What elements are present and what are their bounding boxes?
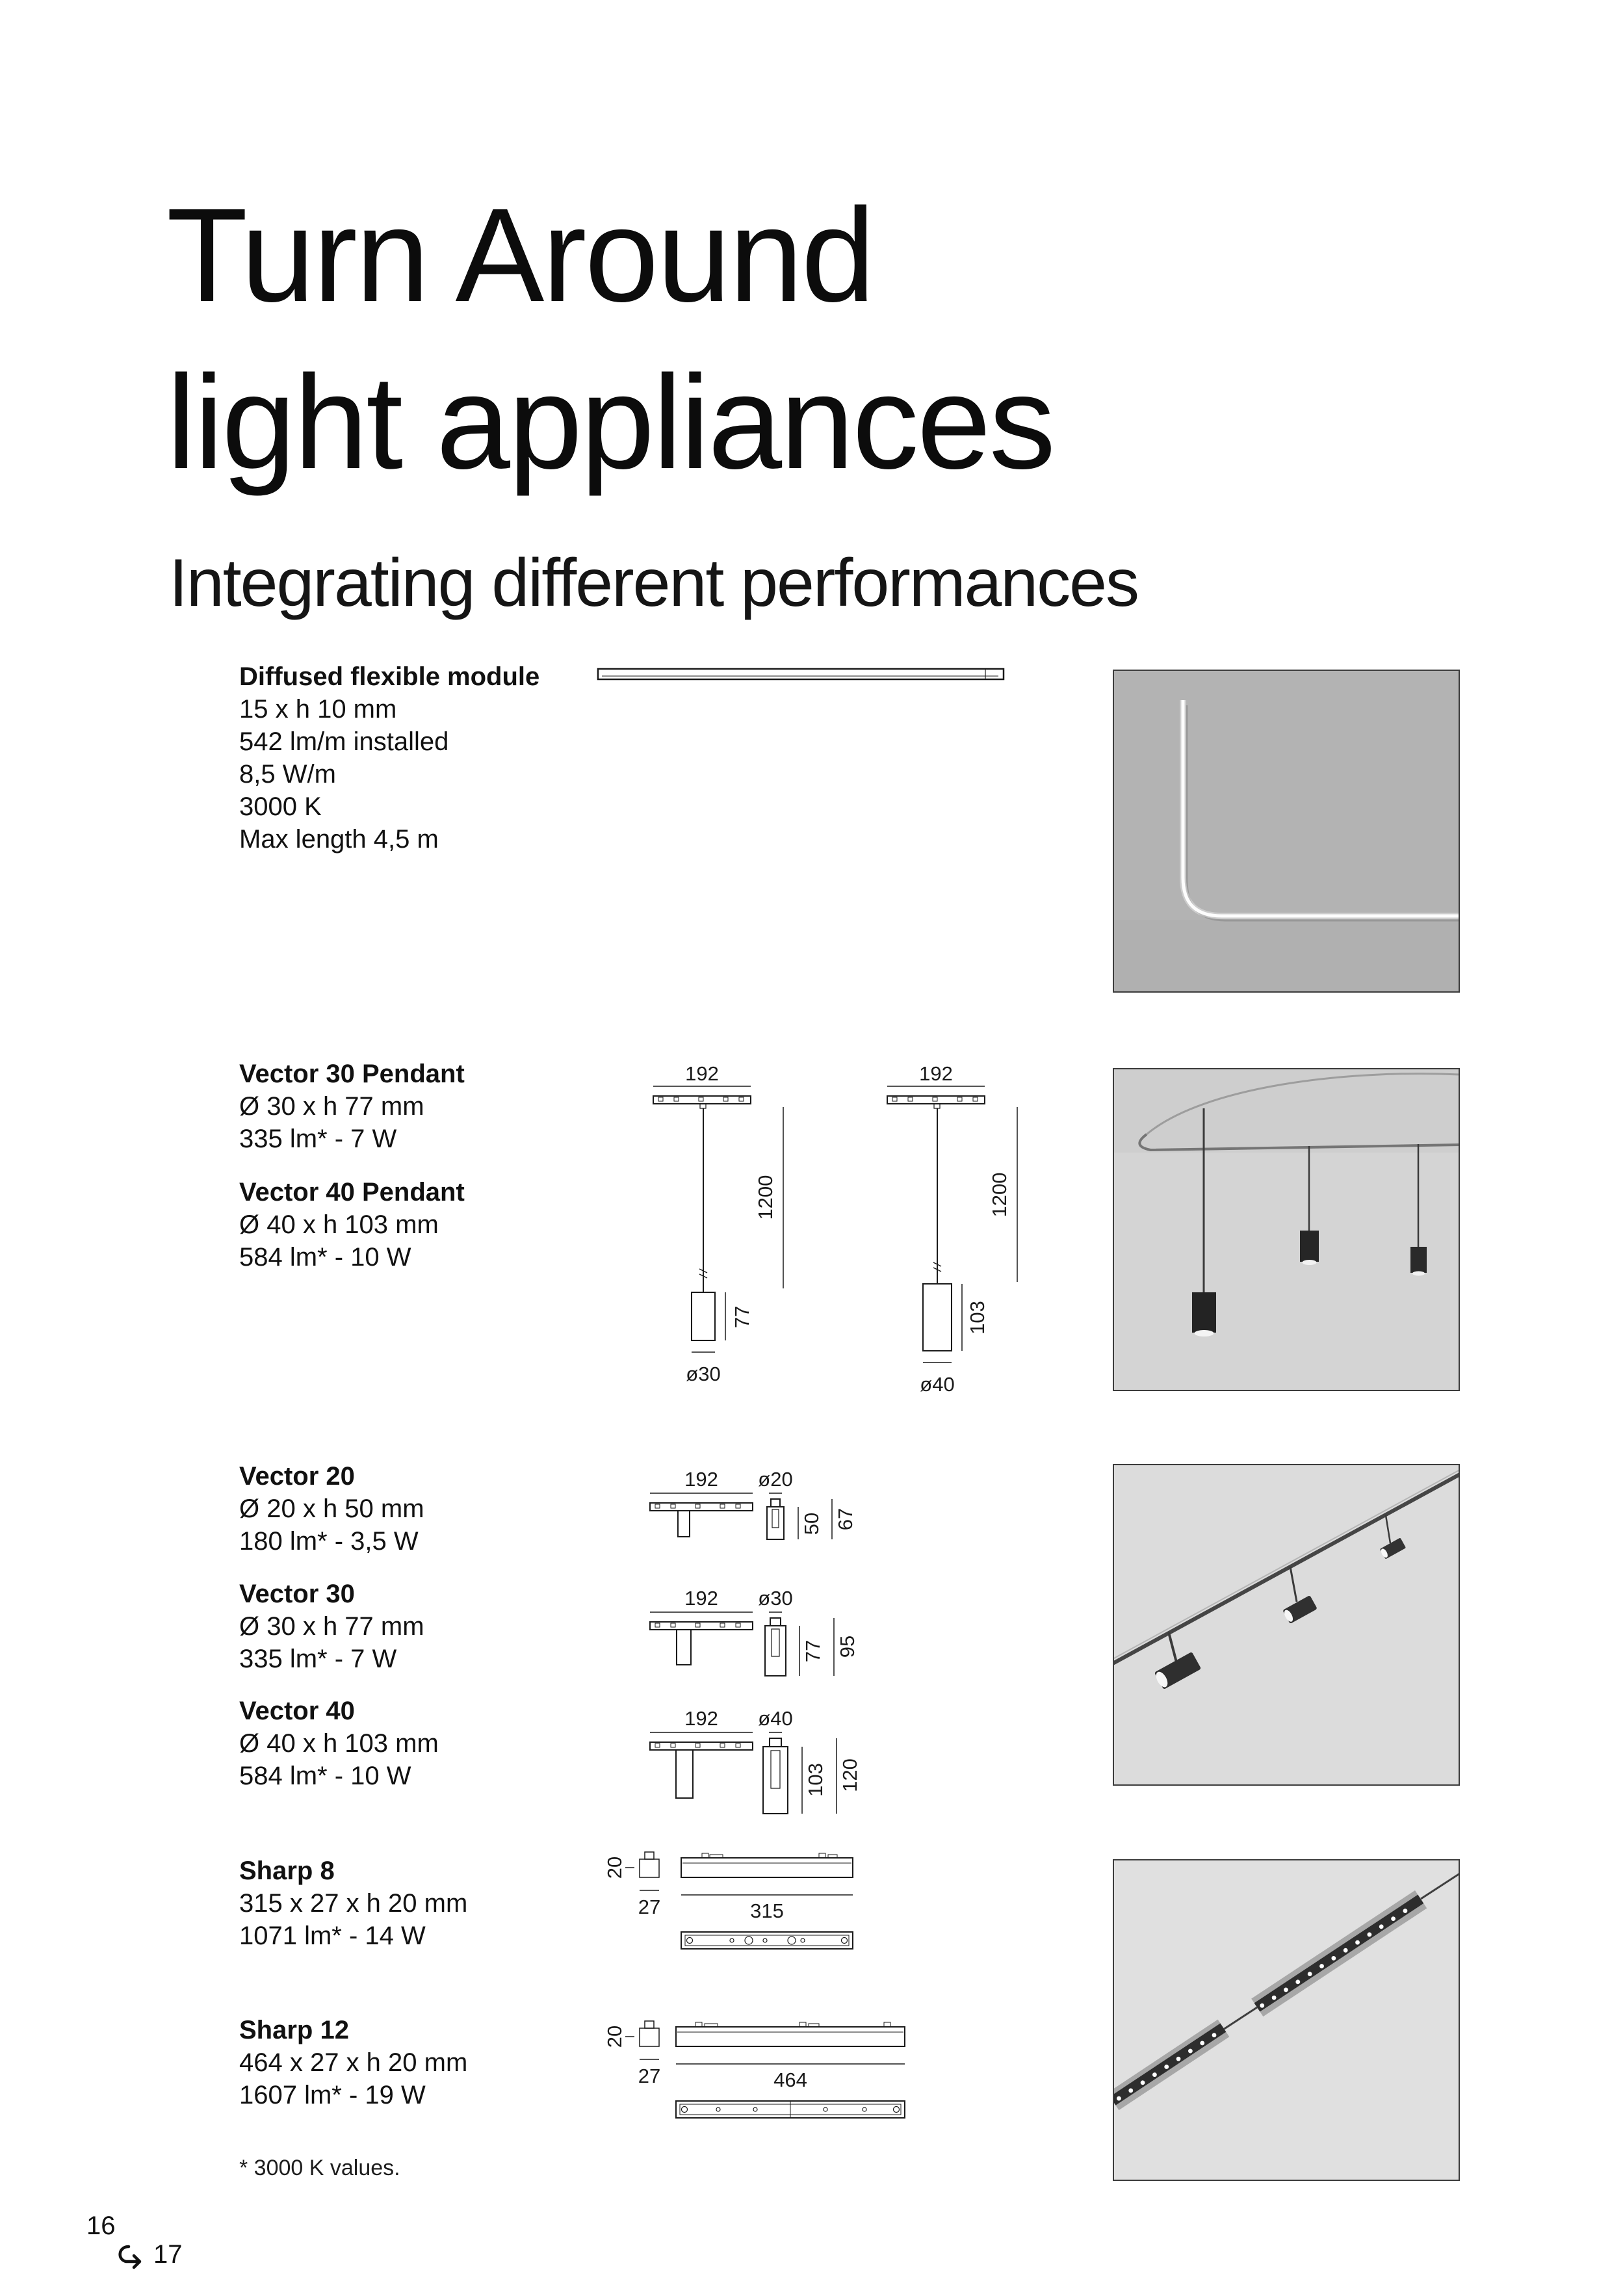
- dim-v40-total: 120: [838, 1758, 861, 1792]
- vector20-size: Ø 20 x h 50 mm: [239, 1494, 424, 1523]
- sharp12-size: 464 x 27 x h 20 mm: [239, 2048, 468, 2077]
- dim-pendant30-height: 77: [731, 1305, 753, 1329]
- sharp12-output: 1607 lm* - 19 W: [239, 2081, 426, 2109]
- photo-sharp-modules: [1113, 1859, 1460, 2181]
- page-continuation-arrow-icon: [112, 2243, 148, 2271]
- vector40-title: Vector 40: [239, 1697, 355, 1725]
- page-number-current: 16: [86, 2211, 116, 2240]
- dim-v30-body: 77: [801, 1639, 824, 1663]
- dim-sharp8-length: 315: [750, 1899, 784, 1922]
- vector20-title: Vector 20: [239, 1462, 355, 1491]
- vector40-spec-block: [239, 1695, 439, 1792]
- dim-v20-track: 192: [684, 1468, 718, 1491]
- diffused-title: Diffused flexible module: [239, 662, 540, 691]
- sharp8-spec-block: [239, 1855, 467, 1952]
- vector20-spec-block: [239, 1460, 424, 1558]
- page-title-line1: Turn Around: [166, 181, 874, 330]
- dim-v40-track: 192: [684, 1707, 718, 1730]
- dim-v20-diameter: ø20: [758, 1468, 793, 1491]
- dim-pendant40-diameter: ø40: [920, 1373, 955, 1396]
- photo-diffused-module: [1113, 670, 1460, 993]
- vector40-pendant-size: Ø 40 x h 103 mm: [239, 1210, 439, 1239]
- vector30-title: Vector 30: [239, 1580, 355, 1608]
- dim-sharp12-height: 20: [603, 2025, 626, 2048]
- dim-v20-body: 50: [800, 1512, 823, 1535]
- vector40-pendant-spec-block: [239, 1176, 465, 1273]
- dim-sharp8-width: 27: [638, 1896, 661, 1918]
- dim-sharp8-height: 20: [603, 1856, 626, 1879]
- dim-pendant40-track: 192: [919, 1062, 953, 1085]
- page-number-next: 17: [153, 2240, 183, 2269]
- dim-pendant40-drop: 1200: [988, 1172, 1011, 1218]
- vector30-pendant-title: Vector 30 Pendant: [239, 1060, 465, 1088]
- sharp-drawings: [604, 1846, 916, 2132]
- dim-pendant30-track: 192: [685, 1062, 719, 1085]
- dim-v40-diameter: ø40: [758, 1707, 793, 1730]
- dim-v30-diameter: ø30: [758, 1587, 793, 1610]
- dim-v30-total: 95: [836, 1635, 859, 1658]
- photo-vector-track: [1113, 1464, 1460, 1786]
- dim-pendant30-drop: 1200: [754, 1175, 777, 1220]
- diffused-spec-line: Max length 4,5 m: [239, 825, 439, 854]
- vector30-output: 335 lm* - 7 W: [239, 1645, 397, 1673]
- dim-pendant30-diameter: ø30: [686, 1363, 721, 1385]
- diffused-spec-line: 3000 K: [239, 792, 322, 821]
- sharp12-title: Sharp 12: [239, 2016, 349, 2044]
- diffused-spec-line: 542 lm/m installed: [239, 727, 449, 756]
- dim-v40-body: 103: [804, 1763, 827, 1797]
- sharp8-title: Sharp 8: [239, 1857, 335, 1885]
- page-title: [166, 172, 1054, 506]
- dim-sharp12-width: 27: [638, 2065, 661, 2087]
- vector30-size: Ø 30 x h 77 mm: [239, 1612, 424, 1641]
- vector40-pendant-output: 584 lm* - 10 W: [239, 1243, 411, 1272]
- diffused-spec-block: [239, 660, 539, 855]
- footnote: * 3000 K values.: [239, 2156, 400, 2180]
- dim-pendant40-height: 103: [966, 1301, 989, 1335]
- page-title-line2: light appliances: [166, 348, 1054, 497]
- sharp12-spec-block: [239, 2014, 467, 2111]
- photo-vector-pendants: [1113, 1068, 1460, 1391]
- vector40-pendant-title: Vector 40 Pendant: [239, 1178, 465, 1207]
- vector20-output: 180 lm* - 3,5 W: [239, 1527, 419, 1556]
- vector30-pendant-size: Ø 30 x h 77 mm: [239, 1092, 424, 1121]
- vector30-pendant-output: 335 lm* - 7 W: [239, 1125, 397, 1153]
- sharp8-output: 1071 lm* - 14 W: [239, 1922, 426, 1950]
- diffused-spec-line: 8,5 W/m: [239, 760, 336, 789]
- diffused-spec-line: 15 x h 10 mm: [239, 695, 397, 724]
- sharp8-size: 315 x 27 x h 20 mm: [239, 1889, 468, 1918]
- vector40-size: Ø 40 x h 103 mm: [239, 1729, 439, 1758]
- dim-v30-track: 192: [684, 1587, 718, 1610]
- diffused-module-drawing: [597, 667, 1007, 685]
- page-subtitle: Integrating different performances: [169, 545, 1138, 621]
- dim-sharp12-length: 464: [773, 2068, 807, 2091]
- dim-v20-total: 67: [834, 1507, 857, 1531]
- vector30-pendant-spec-block: [239, 1058, 465, 1155]
- vector30-spec-block: [239, 1578, 424, 1675]
- vector40-output: 584 lm* - 10 W: [239, 1762, 411, 1790]
